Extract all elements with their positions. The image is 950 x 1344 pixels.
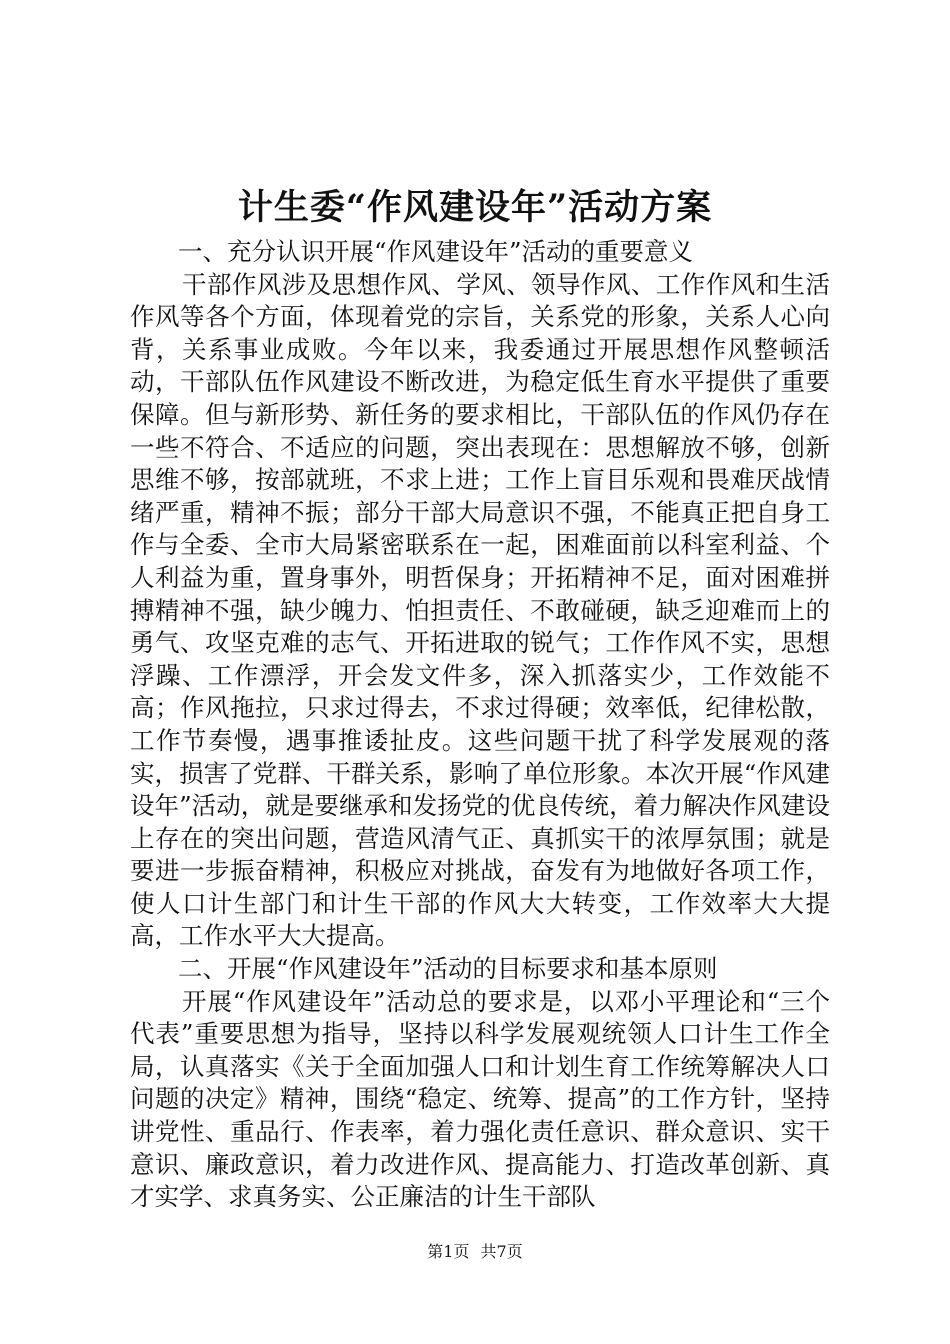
section-heading-1: 一、充分认识开展“作风建设年”活动的重要意义	[178, 237, 694, 266]
section-heading-2: 二、开展“作风建设年”活动的目标要求和基本原则	[178, 954, 718, 984]
document-title: 计生委“作风建设年”活动方案	[237, 187, 713, 228]
page-total: 共7页	[480, 1242, 523, 1261]
section-paragraph-2: 开展“作风建设年”活动总的要求是，以邓小平理论和“三个代表”重要思想为指导，坚持以科学发展观统领人口计生工作全局，认真落实《关于全面加强人口和计划生育工作统筹解决人口问题的决定》精神，围绕“稳定、统筹、提高”的工作方针，坚持讲党性、重品行、作表率，着力强化责任意识、群众意识、实干意识、廉政意识，着力改进作风、提高能力、打造改革创新、真才实学、求真务实、公正廉洁的计生干部队	[130, 986, 830, 1212]
page-number: 第1页	[427, 1242, 470, 1261]
section-paragraph-1: 干部作风涉及思想作风、学风、领导作风、工作作风和生活作风等各个方面，体现着党的宗旨，关系党的形象，关系人心向背，关系事业成败。今年以来，我委通过开展思想作风整顿活动，干部队伍作风建设不断改进，为稳定低生育水平提供了重要保障。但与新形势、新任务的要求相比，干部队伍的作风仍存在一些不符合、不适应的问题，突出表现在：思想解放不够，创新思维不够，按部就班，不求上进；工作上盲目乐观和畏难厌战情绪严重，精神不振；部分干部大局意识不强，不能真正把自身工作与全委、全市大局紧密联系在一起，困难面前以科室利益、个人利益为重，置身事外，明哲保身；开拓精神不足，面对困难拼搏精神不强，缺少魄力、怕担责任、不敢碰硬，缺乏迎难而上的勇气、攻坚克难的志气、开拓进取的锐气；工作作风不实，思想浮躁、工作漂浮，开会发文件多，深入抓落实少，工作效能不高；作风拖拉，只求过得去，不求过得硬；效率低，纪律松散，工作节奏慢，遇事推诿扯皮。这些问题干扰了科学发展观的落实，损害了党群、干群关系，影响了单位形象。本次开展“作风建设年”活动，就是要继承和发扬党的优良传统，着力解决作风建设上存在的突出问题，营造风清气正、真抓实干的浓厚氛围；就是要进一步振奋精神，积极应对挑战，奋发有为地做好各项工作，使人口计生部门和计生干部的作风大大转变，工作效率大大提高，工作水平大大提高。	[130, 269, 830, 951]
document-body	[130, 236, 830, 1214]
page-footer	[0, 1240, 950, 1264]
